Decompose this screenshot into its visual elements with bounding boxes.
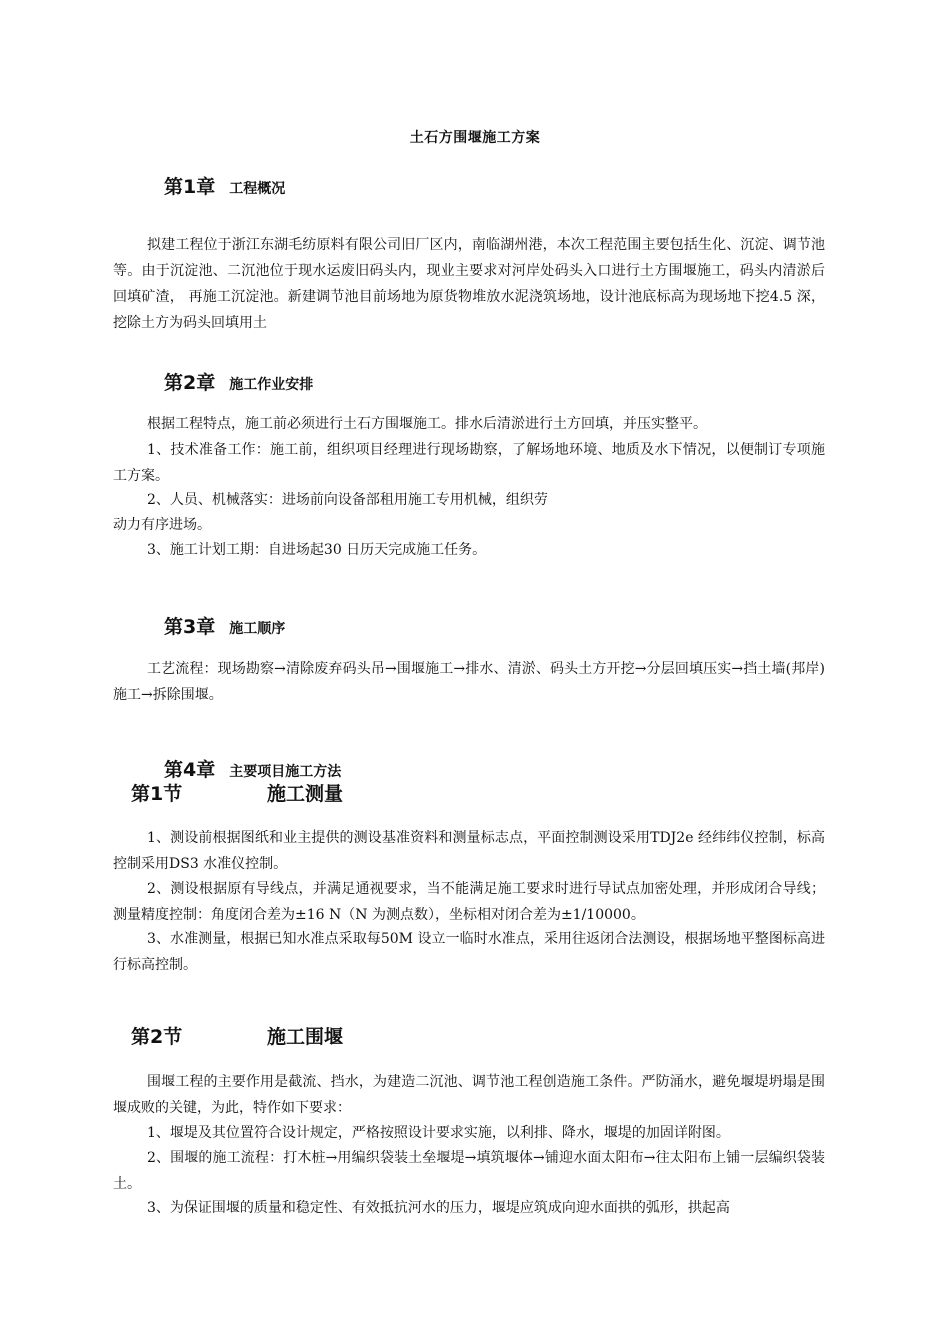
chapter-3-heading	[164, 612, 285, 639]
section-2-paragraph: 围堰工程的主要作用是截流、挡水，为建造二沉池、调节池工程创造施工条件。严防涌水，避免堰堤坍塌是围堰成败的关键，为此，特作如下要求：	[113, 1074, 825, 1116]
document-title: 土石方围堰施工方案	[409, 130, 541, 146]
section-2-item-1: 1、堰堤及其位置符合设计规定，严格按照设计要求实施，以利排、降水，堰堤的加固详附图。	[147, 1125, 730, 1141]
chapter-number: 第1章	[164, 176, 216, 198]
section-2-heading	[131, 1022, 344, 1049]
chapter-3-paragraph: 工艺流程：现场勘察→清除废弃码头吊→围堰施工→排水、清淤、码头土方开挖→分层回填压实→挡土墙(邦岸)施工→拆除围堰。	[113, 661, 825, 703]
chapter-2-item-1: 1、技术准备工作：施工前，组织项目经理进行现场勘察，了解场地环境、地质及水下情况，以便制订专项施工方案。	[113, 442, 825, 484]
section-1-item-3: 3、水准测量，根据已知水准点采取每50M 设立一临时水准点，采用往返闭合法测设，根据场地平整图标高进行标高控制。	[113, 931, 825, 973]
chapter-name: 工程概况	[229, 181, 286, 197]
chapter-2-item-2: 2、人员、机械落实：进场前向设备部租用施工专用机械，组织劳	[147, 492, 548, 508]
section-2-item-3: 3、为保证围堰的质量和稳定性、有效抵抗河水的压力，堰堤应筑成向迎水面拱的弧形，拱起高	[147, 1200, 730, 1216]
section-1-item-2: 2、测设根据原有导线点，并满足通视要求，当不能满足施工要求时进行导试点加密处理，并形成闭合导线；测量精度控制：角度闭合差为±16 N（N 为测点数），坐标相对闭合差为±1/10000。	[113, 881, 825, 923]
chapter-name: 施工顺序	[229, 621, 286, 637]
chapter-1-paragraph: 拟建工程位于浙江东湖毛纺原料有限公司旧厂区内，南临湖州港，本次工程范围主要包括生化、沉淀、调节池等。由于沉淀池、二沉池位于现水运废旧码头内，现业主要求对河岸处码头入口进行土方围堰施工，码头内清淤后回填矿渣， 再施工沉淀池。新建调节池目前场地为原货物堆放水泥浇筑场地，设计池底标高为现场地下挖4.5 深，挖除土方为码头回填用土	[113, 237, 825, 331]
section-number: 第1节	[131, 783, 183, 805]
chapter-2-item-3: 3、施工计划工期：自进场起30 日历天完成施工任务。	[147, 542, 487, 558]
chapter-name: 主要项目施工方法	[229, 764, 342, 780]
chapter-number: 第3章	[164, 616, 216, 638]
section-2-item-2: 2、围堰的施工流程：打木桩→用编织袋装土垒堰堤→填筑堰体→铺迎水面太阳布→往太阳布上铺一层编织袋装土。	[113, 1150, 825, 1192]
chapter-name: 施工作业安排	[229, 377, 314, 393]
chapter-number: 第4章	[164, 759, 216, 781]
section-1-item-1: 1、测设前根据图纸和业主提供的测设基准资料和测量标志点，平面控制测设采用TDJ2e 经纬纬仪控制，标高控制采用DS3 水准仪控制。	[113, 830, 825, 872]
chapter-2-heading	[164, 368, 313, 395]
chapter-1-heading	[164, 172, 285, 199]
chapter-2-item-2-continued: 动力有序进场。	[113, 517, 211, 533]
chapter-4-heading	[164, 755, 341, 782]
section-name: 施工围堰	[267, 1026, 344, 1048]
chapter-2-paragraph: 根据工程特点，施工前必须进行土石方围堰施工。排水后清淤进行土方回填，并压实整平。	[147, 416, 707, 432]
section-number: 第2节	[131, 1026, 183, 1048]
section-1-heading	[131, 779, 344, 806]
section-name: 施工测量	[267, 783, 344, 805]
chapter-number: 第2章	[164, 372, 216, 394]
